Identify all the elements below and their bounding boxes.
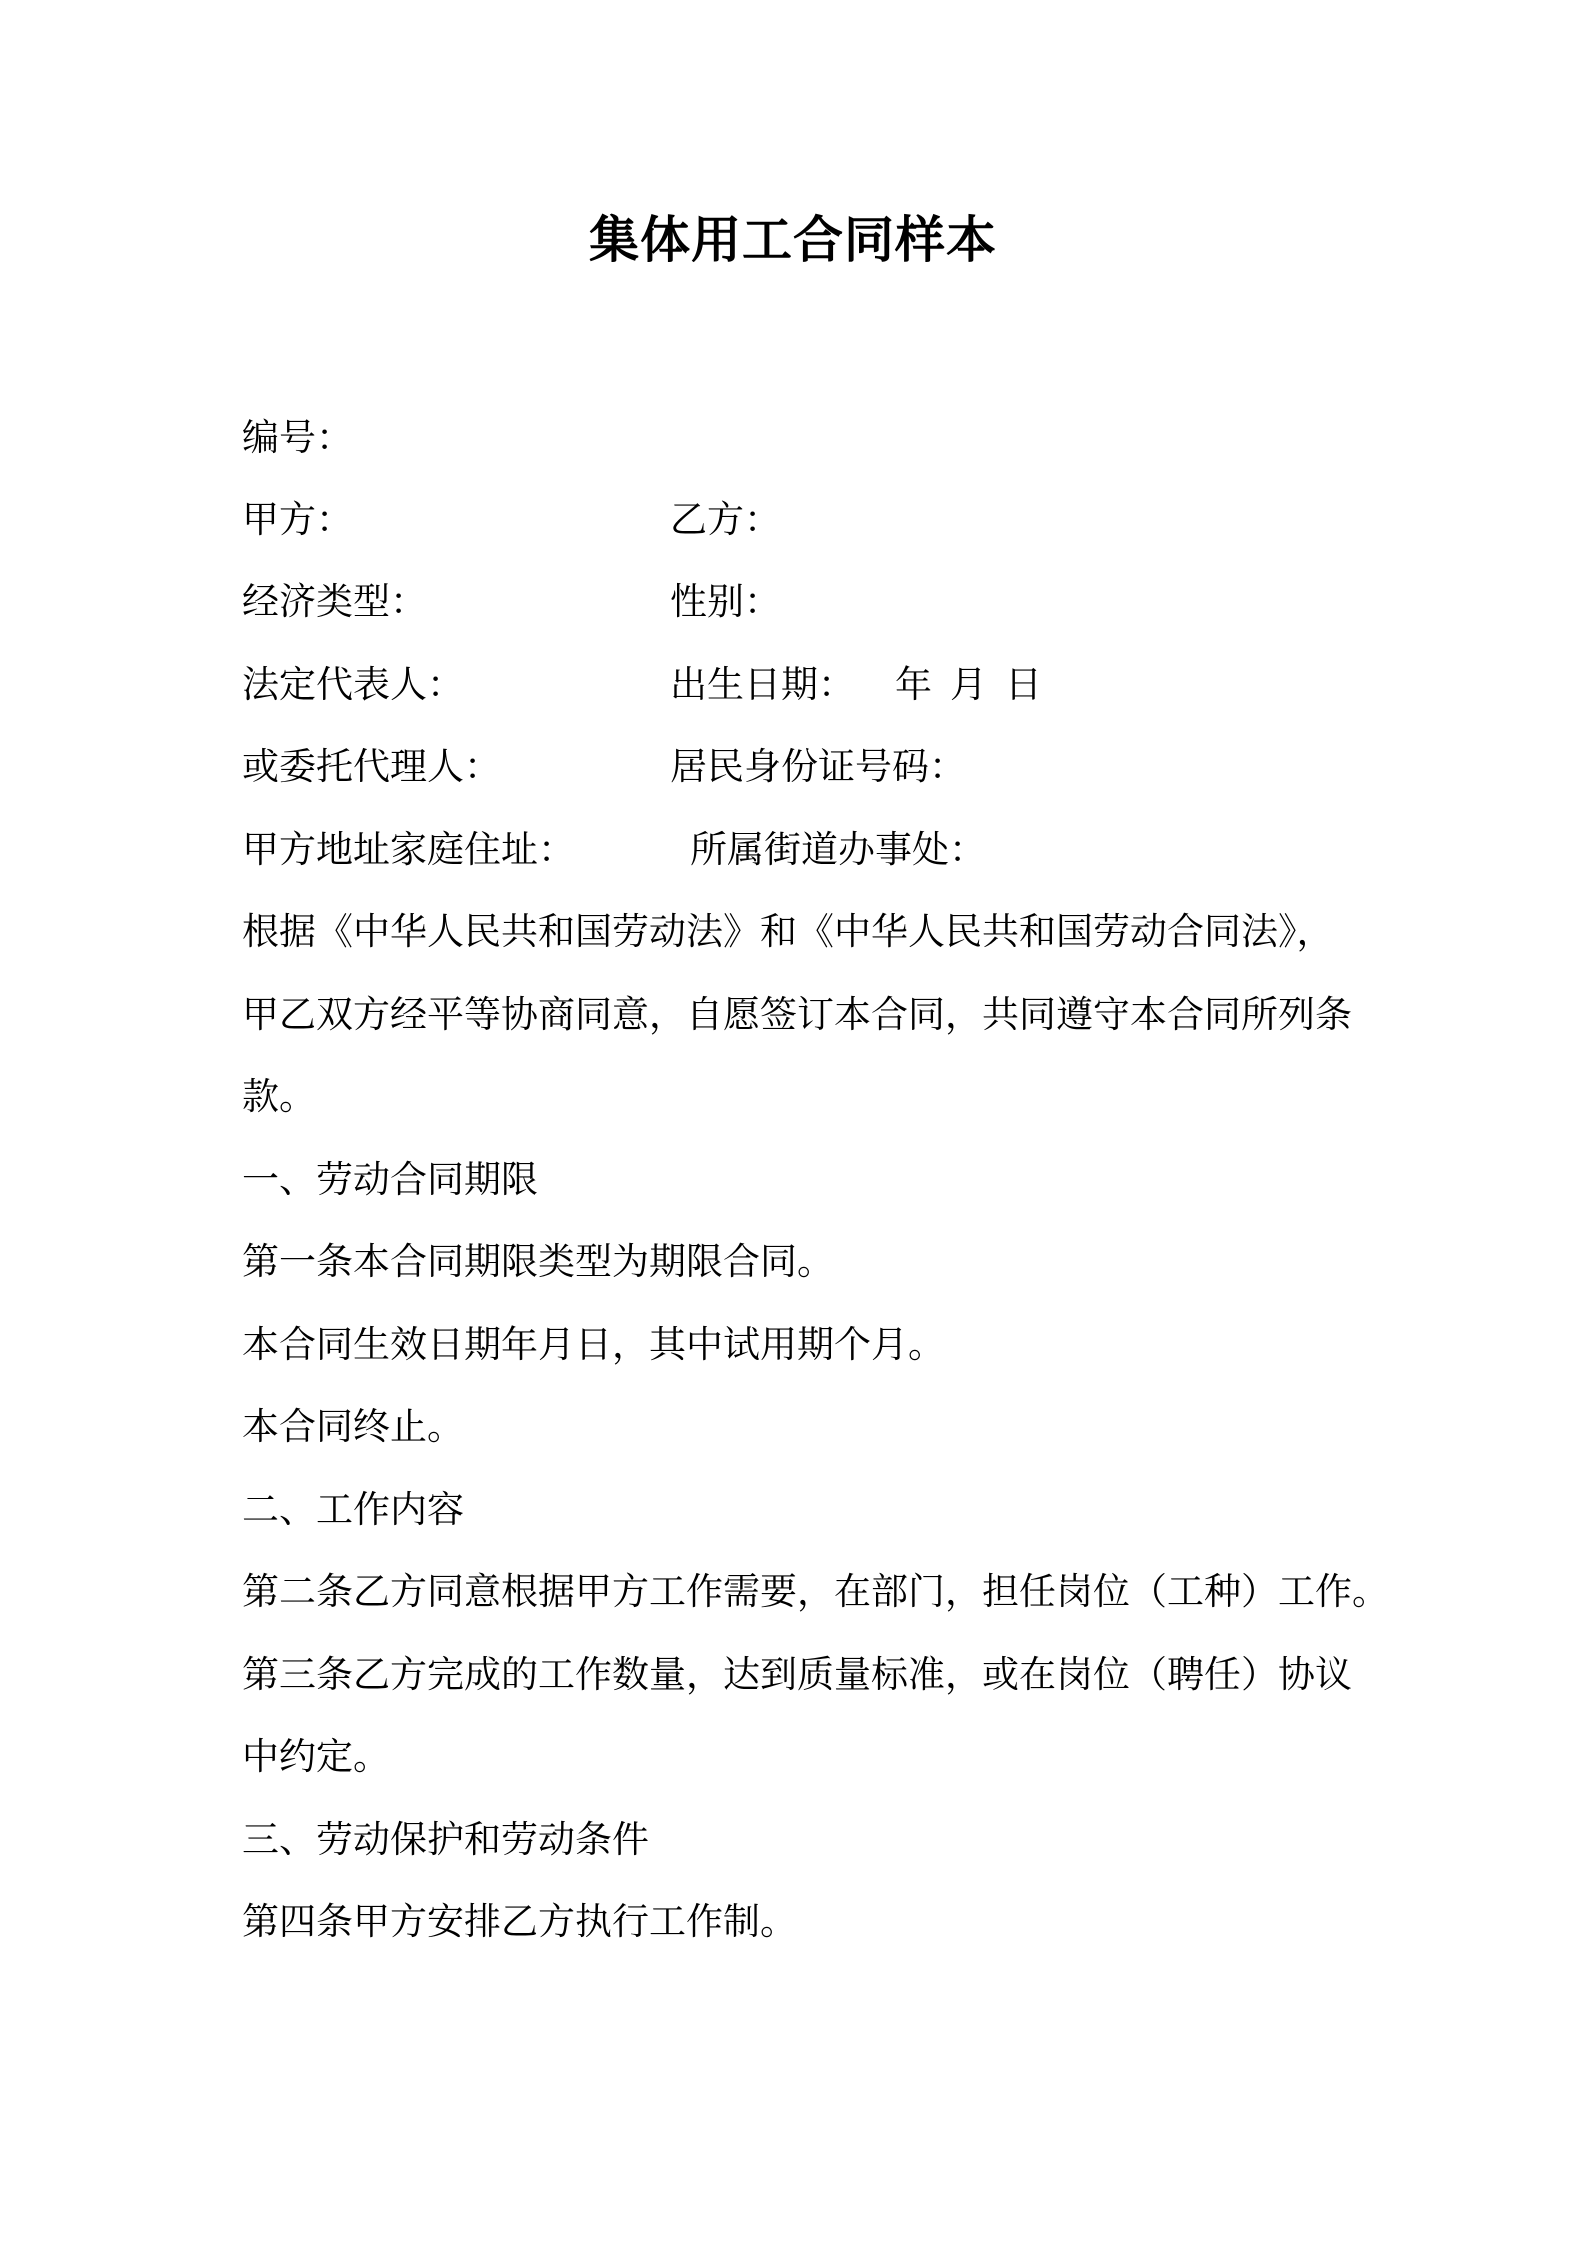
number-field-label: 编号： (242, 416, 353, 459)
subdistrict-label: 所属街道办事处： (690, 828, 986, 871)
birth-day-label: 日 (1005, 663, 1042, 706)
id-number-label: 居民身份证号码： (670, 745, 966, 788)
effective-date-text: 本合同生效日期年月日，其中试用期个月。 (242, 1323, 945, 1366)
preamble-line: 根据《中华人民共和国劳动法》和《中华人民共和国劳动合同法》， (242, 910, 1334, 953)
article-3-line: 中约定。 (242, 1735, 390, 1778)
section-heading-term: 一、劳动合同期限 (242, 1158, 538, 1201)
section-heading-protection: 三、劳动保护和劳动条件 (242, 1818, 649, 1861)
agent-label: 或委托代理人： (242, 745, 501, 788)
party-b-label: 乙方： (670, 498, 781, 541)
article-1: 第一条本合同期限类型为期限合同。 (242, 1240, 834, 1283)
address-row (242, 824, 1392, 876)
gender-label: 性别： (670, 580, 781, 623)
preamble-line: 款。 (242, 1075, 316, 1118)
economic-type-label: 经济类型： (242, 580, 427, 623)
agent-row (242, 741, 1392, 793)
parties-row (242, 494, 1392, 546)
economic-type-row (242, 576, 1392, 628)
birth-date-label: 出生日期： (670, 663, 855, 706)
article-2: 第二条乙方同意根据甲方工作需要，在部门，担任岗位（工种）工作。 (242, 1570, 1389, 1613)
legal-rep-label: 法定代表人： (242, 663, 464, 706)
birth-year-label: 年 (895, 663, 932, 706)
article-4: 第四条甲方安排乙方执行工作制。 (242, 1900, 797, 1943)
preamble-line: 甲乙双方经平等协商同意，自愿签订本合同，共同遵守本合同所列条 (242, 993, 1352, 1036)
article-3-line: 第三条乙方完成的工作数量，达到质量标准，或在岗位（聘任）协议 (242, 1653, 1352, 1696)
document-title: 集体用工合同样本 (589, 211, 997, 269)
legal-rep-row (242, 659, 1392, 711)
termination-text: 本合同终止。 (242, 1405, 464, 1448)
section-heading-work: 二、工作内容 (242, 1488, 464, 1531)
birth-date-field (670, 659, 1042, 711)
party-a-label: 甲方： (242, 498, 353, 541)
address-label: 甲方地址家庭住址： (242, 828, 575, 871)
birth-month-label: 月 (950, 663, 987, 706)
